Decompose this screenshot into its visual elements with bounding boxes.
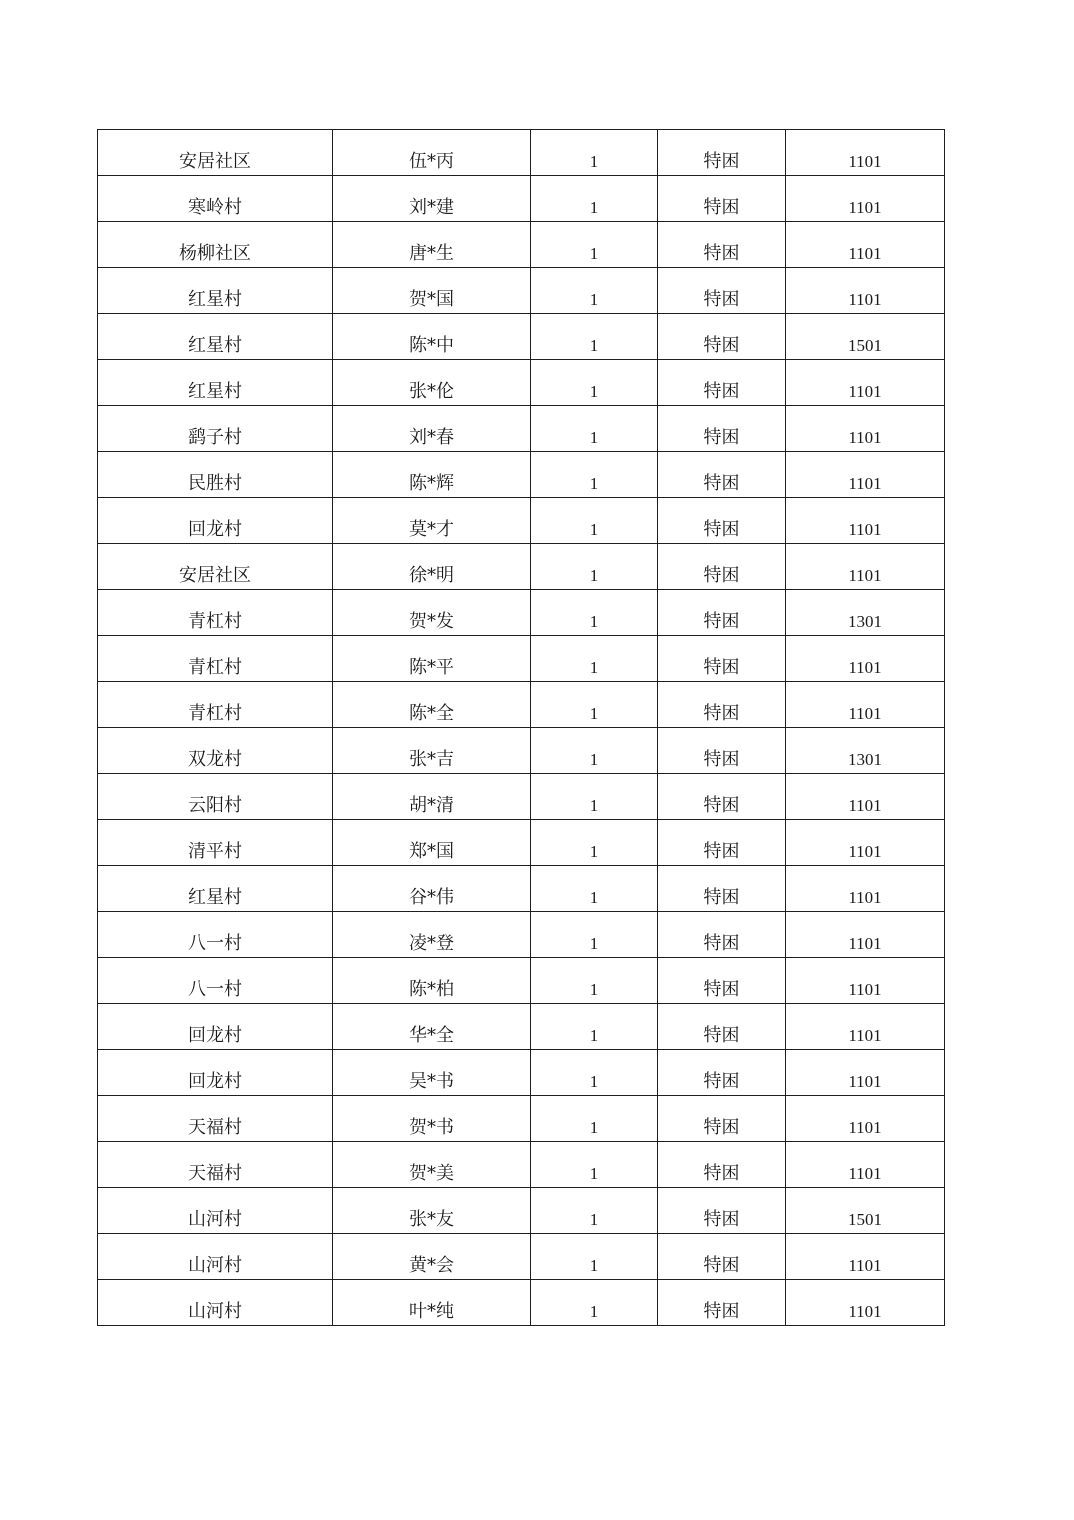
table-row xyxy=(98,1050,945,1096)
count-cell xyxy=(531,314,658,360)
amount-cell xyxy=(786,1280,945,1326)
table-row xyxy=(98,958,945,1004)
village-cell xyxy=(98,590,333,636)
table-row xyxy=(98,590,945,636)
name-cell xyxy=(333,406,531,452)
amount-cell xyxy=(786,360,945,406)
name-cell-text: 徐*明 xyxy=(409,565,454,586)
count-cell xyxy=(531,498,658,544)
name-cell xyxy=(333,820,531,866)
table-row xyxy=(98,176,945,222)
village-cell xyxy=(98,176,333,222)
name-cell-text: 胡*清 xyxy=(409,795,454,816)
amount-cell xyxy=(786,590,945,636)
category-cell xyxy=(658,682,786,728)
village-cell xyxy=(98,1188,333,1234)
category-cell-text: 特困 xyxy=(703,1163,740,1184)
name-cell xyxy=(333,774,531,820)
village-cell xyxy=(98,360,333,406)
count-cell xyxy=(531,590,658,636)
count-cell-text: 1 xyxy=(589,980,599,999)
category-cell xyxy=(658,728,786,774)
table-row xyxy=(98,866,945,912)
village-cell-text: 云阳村 xyxy=(188,795,242,816)
category-cell-text: 特困 xyxy=(703,1071,740,1092)
name-cell-text: 张*伦 xyxy=(409,381,454,402)
village-cell-text: 安居社区 xyxy=(179,151,251,172)
table-row xyxy=(98,130,945,176)
category-cell-text: 特困 xyxy=(703,565,740,586)
name-cell xyxy=(333,728,531,774)
amount-cell-text: 1101 xyxy=(848,842,882,861)
name-cell-text: 陈*辉 xyxy=(409,473,454,494)
amount-cell xyxy=(786,498,945,544)
name-cell xyxy=(333,912,531,958)
amount-cell-text: 1101 xyxy=(848,1302,882,1321)
village-cell xyxy=(98,820,333,866)
count-cell-text: 1 xyxy=(589,566,599,585)
amount-cell-text: 1101 xyxy=(848,1026,882,1045)
category-cell xyxy=(658,1142,786,1188)
amount-cell xyxy=(786,1142,945,1188)
name-cell-text: 黄*会 xyxy=(409,1255,454,1276)
amount-cell-text: 1101 xyxy=(848,244,882,263)
count-cell xyxy=(531,636,658,682)
count-cell xyxy=(531,222,658,268)
category-cell-text: 特困 xyxy=(703,979,740,1000)
village-cell-text: 杨柳社区 xyxy=(179,243,251,264)
village-cell-text: 回龙村 xyxy=(188,1071,242,1092)
village-cell xyxy=(98,222,333,268)
name-cell xyxy=(333,636,531,682)
category-cell xyxy=(658,406,786,452)
amount-cell xyxy=(786,1096,945,1142)
amount-cell xyxy=(786,820,945,866)
village-cell-text: 八一村 xyxy=(188,979,242,1000)
amount-cell-text: 1301 xyxy=(848,750,882,769)
table-row xyxy=(98,1004,945,1050)
village-cell-text: 八一村 xyxy=(188,933,242,954)
village-cell xyxy=(98,958,333,1004)
table-row xyxy=(98,360,945,406)
category-cell-text: 特困 xyxy=(703,795,740,816)
category-cell xyxy=(658,1234,786,1280)
table-row xyxy=(98,1234,945,1280)
village-cell-text: 山河村 xyxy=(188,1301,242,1322)
count-cell xyxy=(531,130,658,176)
village-cell-text: 双龙村 xyxy=(188,749,242,770)
amount-cell xyxy=(786,636,945,682)
name-cell xyxy=(333,1142,531,1188)
count-cell-text: 1 xyxy=(589,842,599,861)
category-cell-text: 特困 xyxy=(703,841,740,862)
name-cell xyxy=(333,958,531,1004)
count-cell-text: 1 xyxy=(589,658,599,677)
name-cell xyxy=(333,130,531,176)
document-table-container xyxy=(97,129,944,1326)
village-cell xyxy=(98,544,333,590)
village-cell-text: 山河村 xyxy=(188,1255,242,1276)
category-cell xyxy=(658,1050,786,1096)
amount-cell-text: 1101 xyxy=(848,382,882,401)
village-cell xyxy=(98,912,333,958)
village-cell xyxy=(98,406,333,452)
count-cell xyxy=(531,912,658,958)
village-cell xyxy=(98,1234,333,1280)
table-row xyxy=(98,1096,945,1142)
table-row xyxy=(98,498,945,544)
category-cell xyxy=(658,774,786,820)
village-cell-text: 青杠村 xyxy=(188,703,242,724)
amount-cell xyxy=(786,912,945,958)
table-row xyxy=(98,222,945,268)
amount-cell-text: 1101 xyxy=(848,704,882,723)
count-cell xyxy=(531,774,658,820)
village-cell xyxy=(98,866,333,912)
name-cell xyxy=(333,682,531,728)
amount-cell-text: 1101 xyxy=(848,980,882,999)
category-cell xyxy=(658,1188,786,1234)
count-cell-text: 1 xyxy=(589,1072,599,1091)
count-cell xyxy=(531,1280,658,1326)
category-cell xyxy=(658,1280,786,1326)
count-cell xyxy=(531,544,658,590)
amount-cell xyxy=(786,222,945,268)
category-cell-text: 特困 xyxy=(703,519,740,540)
count-cell xyxy=(531,268,658,314)
category-cell xyxy=(658,130,786,176)
count-cell-text: 1 xyxy=(589,152,599,171)
name-cell xyxy=(333,498,531,544)
category-cell-text: 特困 xyxy=(703,381,740,402)
name-cell-text: 谷*伟 xyxy=(409,887,454,908)
count-cell-text: 1 xyxy=(589,520,599,539)
table-row xyxy=(98,774,945,820)
table-row xyxy=(98,1142,945,1188)
village-cell-text: 民胜村 xyxy=(188,473,242,494)
table-row xyxy=(98,1280,945,1326)
name-cell xyxy=(333,176,531,222)
category-cell-text: 特困 xyxy=(703,335,740,356)
count-cell xyxy=(531,866,658,912)
amount-cell xyxy=(786,958,945,1004)
amount-cell xyxy=(786,544,945,590)
name-cell xyxy=(333,268,531,314)
category-cell-text: 特困 xyxy=(703,703,740,724)
amount-cell-text: 1101 xyxy=(848,1072,882,1091)
category-cell-text: 特困 xyxy=(703,887,740,908)
name-cell-text: 陈*柏 xyxy=(409,979,454,1000)
amount-cell-text: 1101 xyxy=(848,658,882,677)
name-cell-text: 陈*平 xyxy=(409,657,454,678)
village-cell xyxy=(98,1050,333,1096)
name-cell-text: 陈*全 xyxy=(409,703,454,724)
amount-cell-text: 1101 xyxy=(848,152,882,171)
village-cell-text: 青杠村 xyxy=(188,657,242,678)
amount-cell-text: 1101 xyxy=(848,566,882,585)
amount-cell xyxy=(786,1188,945,1234)
category-cell xyxy=(658,958,786,1004)
category-cell xyxy=(658,866,786,912)
village-cell-text: 山河村 xyxy=(188,1209,242,1230)
amount-cell xyxy=(786,728,945,774)
category-cell-text: 特困 xyxy=(703,197,740,218)
table-row xyxy=(98,452,945,498)
category-cell-text: 特困 xyxy=(703,611,740,632)
amount-cell-text: 1101 xyxy=(848,934,882,953)
table-row xyxy=(98,406,945,452)
table-row xyxy=(98,682,945,728)
village-cell-text: 天福村 xyxy=(188,1117,242,1138)
village-cell-text: 红星村 xyxy=(188,381,242,402)
village-cell xyxy=(98,728,333,774)
count-cell xyxy=(531,1004,658,1050)
amount-cell xyxy=(786,774,945,820)
amount-cell xyxy=(786,1050,945,1096)
category-cell xyxy=(658,544,786,590)
category-cell xyxy=(658,314,786,360)
village-cell xyxy=(98,1280,333,1326)
count-cell xyxy=(531,1096,658,1142)
category-cell xyxy=(658,1004,786,1050)
name-cell-text: 唐*生 xyxy=(409,243,454,264)
category-cell xyxy=(658,498,786,544)
name-cell xyxy=(333,1050,531,1096)
name-cell-text: 吴*书 xyxy=(409,1071,454,1092)
amount-cell xyxy=(786,682,945,728)
amount-cell-text: 1301 xyxy=(848,612,882,631)
category-cell xyxy=(658,222,786,268)
village-cell-text: 清平村 xyxy=(188,841,242,862)
count-cell-text: 1 xyxy=(589,474,599,493)
count-cell-text: 1 xyxy=(589,1256,599,1275)
village-cell xyxy=(98,1004,333,1050)
village-cell xyxy=(98,268,333,314)
category-cell xyxy=(658,176,786,222)
count-cell xyxy=(531,958,658,1004)
village-cell-text: 鹞子村 xyxy=(188,427,242,448)
village-cell xyxy=(98,1142,333,1188)
category-cell-text: 特困 xyxy=(703,151,740,172)
category-cell-text: 特困 xyxy=(703,289,740,310)
name-cell-text: 张*友 xyxy=(409,1209,454,1230)
name-cell xyxy=(333,590,531,636)
category-cell-text: 特困 xyxy=(703,1301,740,1322)
amount-cell xyxy=(786,1004,945,1050)
amount-cell-text: 1101 xyxy=(848,1256,882,1275)
name-cell xyxy=(333,452,531,498)
village-cell xyxy=(98,636,333,682)
village-cell-text: 青杠村 xyxy=(188,611,242,632)
amount-cell xyxy=(786,406,945,452)
count-cell xyxy=(531,728,658,774)
count-cell-text: 1 xyxy=(589,1164,599,1183)
count-cell xyxy=(531,176,658,222)
count-cell xyxy=(531,1050,658,1096)
count-cell-text: 1 xyxy=(589,198,599,217)
name-cell xyxy=(333,360,531,406)
name-cell-text: 伍*丙 xyxy=(409,151,454,172)
count-cell-text: 1 xyxy=(589,1118,599,1137)
amount-cell-text: 1101 xyxy=(848,1164,882,1183)
count-cell xyxy=(531,406,658,452)
village-cell-text: 红星村 xyxy=(188,887,242,908)
category-cell-text: 特困 xyxy=(703,473,740,494)
category-cell xyxy=(658,360,786,406)
table-row xyxy=(98,544,945,590)
name-cell xyxy=(333,1004,531,1050)
category-cell xyxy=(658,1096,786,1142)
village-cell xyxy=(98,314,333,360)
village-cell-text: 安居社区 xyxy=(179,565,251,586)
name-cell xyxy=(333,1280,531,1326)
village-cell xyxy=(98,130,333,176)
count-cell xyxy=(531,360,658,406)
name-cell-text: 刘*建 xyxy=(409,197,454,218)
amount-cell-text: 1501 xyxy=(848,336,882,355)
count-cell xyxy=(531,452,658,498)
table-row xyxy=(98,820,945,866)
name-cell-text: 刘*春 xyxy=(409,427,454,448)
amount-cell-text: 1101 xyxy=(848,520,882,539)
village-cell-text: 寒岭村 xyxy=(188,197,242,218)
name-cell xyxy=(333,222,531,268)
name-cell xyxy=(333,1096,531,1142)
table-row xyxy=(98,728,945,774)
table-body xyxy=(98,130,945,1326)
village-cell-text: 红星村 xyxy=(188,289,242,310)
amount-cell-text: 1101 xyxy=(848,888,882,907)
category-cell xyxy=(658,912,786,958)
name-cell-text: 华*全 xyxy=(409,1025,454,1046)
count-cell xyxy=(531,1188,658,1234)
category-cell-text: 特困 xyxy=(703,427,740,448)
count-cell-text: 1 xyxy=(589,704,599,723)
village-cell xyxy=(98,682,333,728)
count-cell-text: 1 xyxy=(589,750,599,769)
count-cell xyxy=(531,1142,658,1188)
name-cell xyxy=(333,544,531,590)
count-cell xyxy=(531,682,658,728)
table-row xyxy=(98,1188,945,1234)
name-cell xyxy=(333,866,531,912)
category-cell-text: 特困 xyxy=(703,1255,740,1276)
category-cell-text: 特困 xyxy=(703,1209,740,1230)
count-cell-text: 1 xyxy=(589,888,599,907)
village-cell-text: 天福村 xyxy=(188,1163,242,1184)
count-cell xyxy=(531,820,658,866)
village-cell-text: 回龙村 xyxy=(188,1025,242,1046)
relief-roster-table xyxy=(97,129,945,1326)
name-cell-text: 叶*纯 xyxy=(409,1301,454,1322)
category-cell xyxy=(658,590,786,636)
name-cell xyxy=(333,1188,531,1234)
village-cell xyxy=(98,1096,333,1142)
table-row xyxy=(98,268,945,314)
count-cell-text: 1 xyxy=(589,290,599,309)
category-cell xyxy=(658,268,786,314)
category-cell-text: 特困 xyxy=(703,749,740,770)
name-cell-text: 贺*美 xyxy=(409,1163,454,1184)
village-cell-text: 回龙村 xyxy=(188,519,242,540)
count-cell-text: 1 xyxy=(589,1210,599,1229)
amount-cell xyxy=(786,130,945,176)
name-cell-text: 莫*才 xyxy=(409,519,454,540)
village-cell xyxy=(98,452,333,498)
amount-cell xyxy=(786,268,945,314)
name-cell-text: 贺*发 xyxy=(409,611,454,632)
amount-cell-text: 1101 xyxy=(848,1118,882,1137)
category-cell xyxy=(658,636,786,682)
count-cell xyxy=(531,1234,658,1280)
count-cell-text: 1 xyxy=(589,428,599,447)
name-cell xyxy=(333,314,531,360)
amount-cell xyxy=(786,452,945,498)
village-cell xyxy=(98,498,333,544)
name-cell-text: 郑*国 xyxy=(409,841,454,862)
table-row xyxy=(98,912,945,958)
amount-cell-text: 1101 xyxy=(848,290,882,309)
amount-cell-text: 1101 xyxy=(848,474,882,493)
table-row xyxy=(98,636,945,682)
name-cell-text: 凌*登 xyxy=(409,933,454,954)
name-cell-text: 贺*书 xyxy=(409,1117,454,1138)
count-cell-text: 1 xyxy=(589,336,599,355)
category-cell-text: 特困 xyxy=(703,933,740,954)
village-cell-text: 红星村 xyxy=(188,335,242,356)
amount-cell xyxy=(786,176,945,222)
count-cell-text: 1 xyxy=(589,796,599,815)
category-cell-text: 特困 xyxy=(703,1117,740,1138)
table-row xyxy=(98,314,945,360)
name-cell-text: 贺*国 xyxy=(409,289,454,310)
count-cell-text: 1 xyxy=(589,1302,599,1321)
count-cell-text: 1 xyxy=(589,244,599,263)
amount-cell xyxy=(786,866,945,912)
category-cell-text: 特困 xyxy=(703,657,740,678)
amount-cell-text: 1101 xyxy=(848,428,882,447)
count-cell-text: 1 xyxy=(589,1026,599,1045)
count-cell-text: 1 xyxy=(589,934,599,953)
village-cell xyxy=(98,774,333,820)
name-cell xyxy=(333,1234,531,1280)
category-cell xyxy=(658,820,786,866)
name-cell-text: 张*吉 xyxy=(409,749,454,770)
category-cell-text: 特困 xyxy=(703,1025,740,1046)
amount-cell xyxy=(786,1234,945,1280)
amount-cell xyxy=(786,314,945,360)
category-cell-text: 特困 xyxy=(703,243,740,264)
amount-cell-text: 1501 xyxy=(848,1210,882,1229)
count-cell-text: 1 xyxy=(589,612,599,631)
amount-cell-text: 1101 xyxy=(848,796,882,815)
name-cell-text: 陈*中 xyxy=(409,335,454,356)
count-cell-text: 1 xyxy=(589,382,599,401)
amount-cell-text: 1101 xyxy=(848,198,882,217)
category-cell xyxy=(658,452,786,498)
